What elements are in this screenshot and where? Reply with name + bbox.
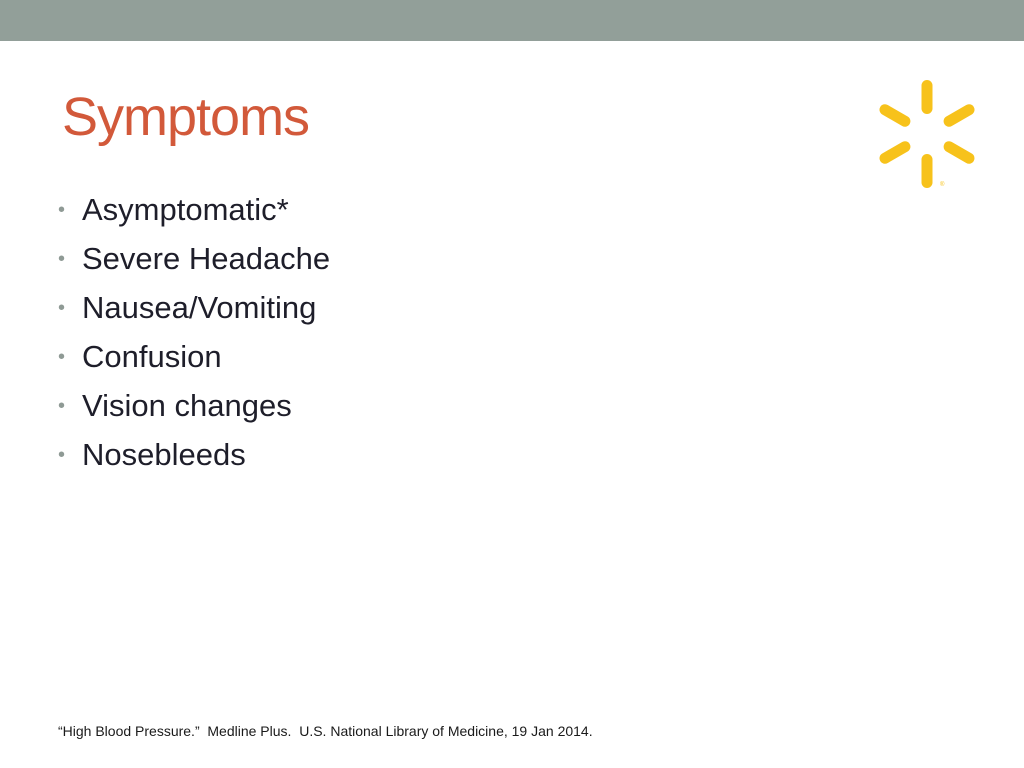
bullet-item-severe-headache — [58, 234, 330, 283]
bullet-item-nausea-vomiting — [58, 283, 330, 332]
bullet-marker: • — [58, 345, 66, 368]
logo-spoke — [922, 80, 933, 114]
logo-spoke — [922, 154, 933, 188]
top-bar — [0, 0, 1024, 41]
bullet-marker: • — [58, 394, 66, 417]
bullet-item-confusion — [58, 332, 330, 381]
logo-spoke — [877, 139, 912, 166]
slide-title: Symptoms — [62, 87, 310, 147]
bullet-marker: • — [58, 443, 66, 466]
spark-logo-icon — [872, 78, 982, 190]
registered-mark: ® — [940, 182, 945, 188]
bullet-item-asymptomatic — [58, 185, 330, 234]
bullet-marker: • — [58, 198, 66, 221]
bullet-item-vision-changes — [58, 381, 330, 430]
logo-spoke — [877, 102, 912, 129]
bullet-text: Asymptomatic* — [82, 191, 289, 227]
bullet-marker: • — [58, 296, 66, 319]
bullet-text: Severe Headache — [82, 240, 331, 276]
bullet-text: Nausea/Vomiting — [82, 289, 317, 325]
bullet-text: Confusion — [82, 338, 222, 374]
bullet-text: Nosebleeds — [82, 436, 246, 472]
logo-spoke — [942, 102, 977, 129]
bullet-list — [58, 185, 330, 479]
bullet-text: Vision changes — [82, 387, 292, 423]
logo-spoke — [942, 139, 977, 166]
footnote-citation: “High Blood Pressure.” Medline Plus. U.S. National Library of Medicine, 19 Jan 2014. — [58, 723, 593, 739]
bullet-marker: • — [58, 247, 66, 270]
bullet-item-nosebleeds — [58, 430, 330, 479]
